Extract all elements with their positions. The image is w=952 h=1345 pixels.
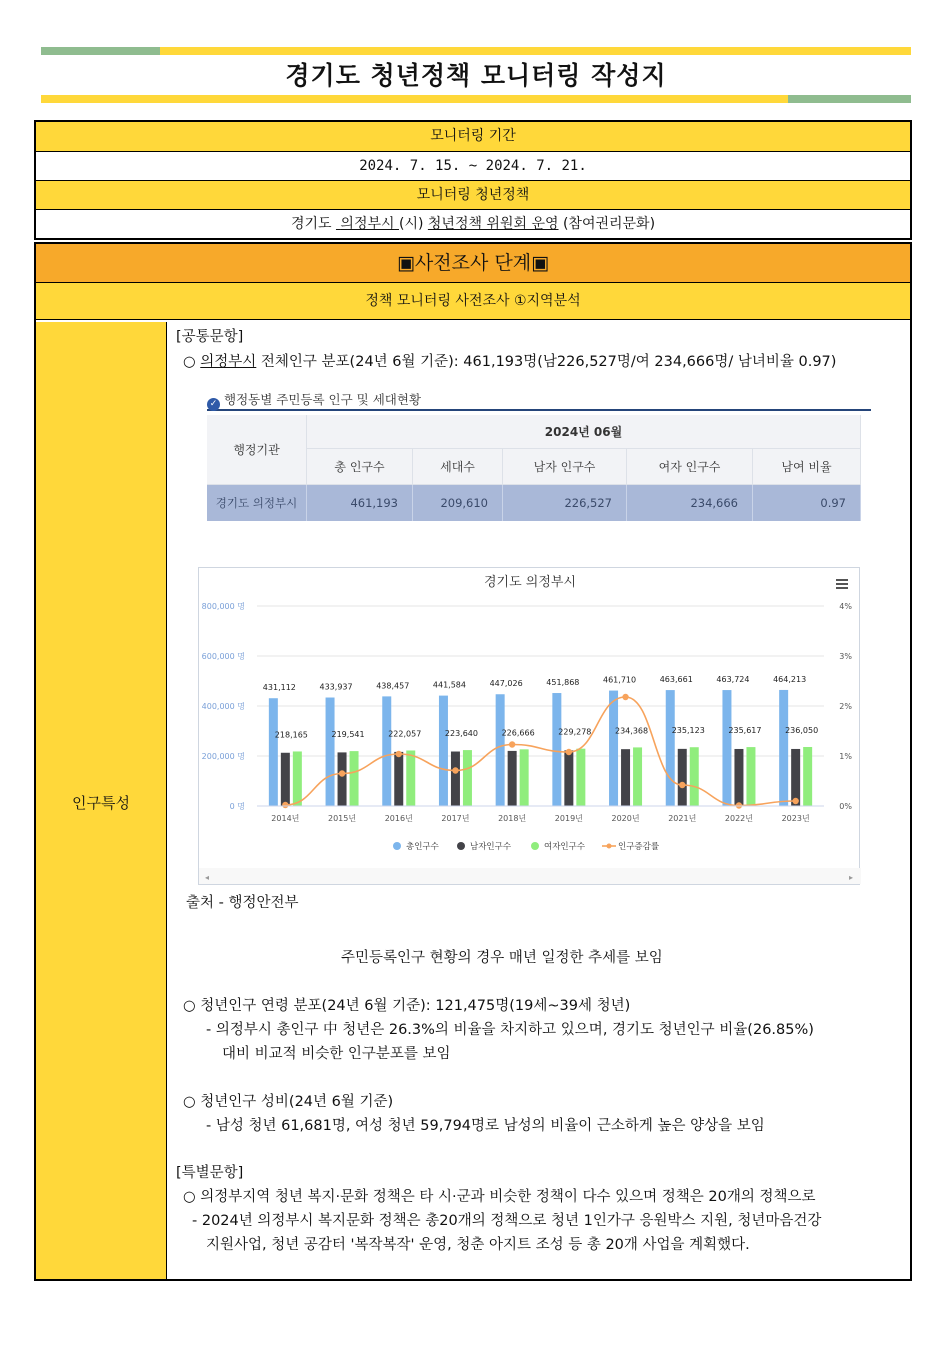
header-period: 2024년 06월 <box>307 415 861 449</box>
bar-총인구수 <box>609 691 618 806</box>
header-total: 총 인구수 <box>307 449 413 485</box>
period-label: 모니터링 기간 <box>36 122 910 151</box>
population-city: 의정부시 <box>200 354 257 370</box>
line-point <box>396 751 402 757</box>
special-detail-2: 지원사업, 청년 공감터 '복작복작' 운영, 청춘 아지트 조성 등 총 20개 사업을 계획했다. <box>206 1237 750 1253</box>
line-point <box>566 749 572 755</box>
bar-남자인구수 <box>791 749 800 806</box>
bar-남자인구수 <box>734 749 743 806</box>
legend-label: 남자인구수 <box>470 842 512 852</box>
population-line: ○ 의정부시 전체인구 분포(24년 6월 기준): 461,193명(남226,527명/여 234,666명/ 남녀비율 0.97) <box>183 354 837 370</box>
bar-총인구수 <box>666 690 675 806</box>
y-left-tick: 800,000 명 <box>201 602 245 611</box>
bar-남자인구수 <box>281 753 290 806</box>
x-tick-label: 2019년 <box>554 814 583 823</box>
data-label-female: 235,123 <box>671 726 705 736</box>
legend-label: 인구증감률 <box>618 842 660 852</box>
cell-households: 209,610 <box>413 485 503 521</box>
youth-age-detail-1: - 의정부시 총인구 中 청년은 26.3%의 비율을 차지하고 있으며, 경기도 청년인구 비율(26.85%) <box>206 1022 814 1038</box>
population-chart <box>198 567 860 885</box>
data-label-female: 236,050 <box>785 725 819 735</box>
header-ratio: 남여 비율 <box>753 449 861 485</box>
row-label-cell <box>36 322 167 1279</box>
chart-title: 경기도 의정부시 <box>483 575 577 590</box>
stage-title: ▣사전조사 단계▣ <box>36 244 910 283</box>
cell-male: 226,527 <box>503 485 627 521</box>
policy-city-suffix: (시) <box>398 216 424 232</box>
x-tick-label: 2016년 <box>384 814 413 823</box>
data-label-female: 219,541 <box>331 730 365 740</box>
header-female: 여자 인구수 <box>627 449 753 485</box>
bar-남자인구수 <box>678 749 687 806</box>
bar-여자인구수 <box>746 747 755 806</box>
title-bar-top-green <box>41 47 160 55</box>
header-male: 남자 인구수 <box>503 449 627 485</box>
check-circle-icon: ✓ <box>207 398 220 411</box>
x-tick-label: 2022년 <box>724 814 753 823</box>
special-title: ○ 의정부지역 청년 복지·문화 정책은 타 시·군과 비슷한 정책이 다수 있으며 정책은 20개의 정책으로 <box>183 1189 816 1205</box>
data-label-total: 447,026 <box>489 679 523 689</box>
data-label-female: 226,666 <box>501 728 535 738</box>
bar-총인구수 <box>439 696 448 806</box>
legend-marker <box>531 842 539 850</box>
y-left-tick: 0 명 <box>229 802 245 811</box>
bar-여자인구수 <box>293 751 302 806</box>
cell-ratio: 0.97 <box>753 485 861 521</box>
source-note: 출처 - 행정안전부 <box>186 895 299 911</box>
data-label-female: 218,165 <box>274 730 308 740</box>
data-label-total: 464,213 <box>773 674 807 684</box>
y-right-tick: 3% <box>839 652 852 661</box>
legend-marker <box>393 842 401 850</box>
bar-남자인구수 <box>508 751 517 806</box>
x-tick-label: 2023년 <box>781 814 810 823</box>
cell-total: 461,193 <box>307 485 413 521</box>
row-label: 인구특성 <box>72 794 130 812</box>
title-bar-bottom-green <box>788 95 911 103</box>
bar-총인구수 <box>326 698 335 806</box>
title-bar-top-yellow <box>160 47 911 55</box>
data-label-total: 463,724 <box>716 675 750 685</box>
youth-sex-title: ○ 청년인구 성비(24년 6월 기준) <box>183 1094 394 1110</box>
youth-age-detail-2: 대비 비교적 비슷한 인구분포를 보임 <box>222 1046 451 1062</box>
page-title: 경기도 청년정책 모니터링 작성지 <box>285 61 667 90</box>
cell-org: 경기도 의정부시 <box>207 485 307 521</box>
scroll-left-icon: ◂ <box>205 873 210 882</box>
header-households: 세대수 <box>413 449 503 485</box>
summary-text: 주민등록인구 현황의 경우 매년 일정한 추세를 보임 <box>341 950 663 966</box>
y-left-tick: 200,000 명 <box>201 752 245 761</box>
bar-남자인구수 <box>338 752 347 806</box>
common-header: [공통문항] <box>176 329 244 345</box>
table-caption: ✓ 행정동별 주민등록 인구 및 세대현황 <box>207 389 871 411</box>
policy-prefix: 경기도 <box>290 216 336 232</box>
data-label-female: 234,368 <box>615 726 649 736</box>
line-point <box>282 802 288 808</box>
cell-female: 234,666 <box>627 485 753 521</box>
population-grid <box>207 411 871 521</box>
content-cell <box>168 322 910 1279</box>
data-label-total: 461,710 <box>603 675 637 685</box>
menu-icon <box>836 583 848 585</box>
line-인구증감률 <box>285 697 795 806</box>
bar-여자인구수 <box>463 750 472 806</box>
scrollbar-track <box>199 868 861 884</box>
bar-총인구수 <box>722 690 731 806</box>
y-right-tick: 1% <box>839 752 852 761</box>
policy-label: 모니터링 청년정책 <box>36 180 910 209</box>
line-point <box>679 782 685 788</box>
x-tick-label: 2020년 <box>611 814 640 823</box>
data-label-female: 235,617 <box>728 726 762 736</box>
policy-value <box>36 209 910 238</box>
data-label-total: 433,937 <box>319 682 353 692</box>
bar-여자인구수 <box>520 749 529 806</box>
line-point <box>792 798 798 804</box>
policy-category: (참여권리문화) <box>562 216 656 232</box>
period-value: 2024. 7. 15. ~ 2024. 7. 21. <box>36 151 910 180</box>
monitoring-info-table <box>34 120 912 240</box>
y-left-tick: 600,000 명 <box>201 652 245 661</box>
policy-name: 청년정책 위원회 운영 <box>427 216 559 232</box>
bar-여자인구수 <box>690 747 699 806</box>
bar-남자인구수 <box>564 750 573 806</box>
line-point <box>452 767 458 773</box>
data-label-female: 229,278 <box>558 727 592 737</box>
y-right-tick: 2% <box>839 702 852 711</box>
bar-여자인구수 <box>350 751 359 806</box>
bar-총인구수 <box>269 698 278 806</box>
bar-남자인구수 <box>394 752 403 806</box>
line-point <box>339 770 345 776</box>
bar-남자인구수 <box>621 749 630 806</box>
line-point <box>509 741 515 747</box>
bar-여자인구수 <box>406 750 415 806</box>
bar-여자인구수 <box>633 747 642 806</box>
special-header: [특별문항] <box>176 1165 244 1181</box>
policy-city: 의정부시 <box>340 216 395 232</box>
x-tick-label: 2021년 <box>668 814 697 823</box>
bar-여자인구수 <box>803 747 812 806</box>
y-left-tick: 400,000 명 <box>201 702 245 711</box>
bar-총인구수 <box>382 696 391 806</box>
bar-남자인구수 <box>451 752 460 806</box>
data-label-total: 441,584 <box>432 680 466 690</box>
legend-marker <box>607 844 612 849</box>
data-label-total: 463,661 <box>659 675 693 685</box>
line-point <box>622 694 628 700</box>
title-bar-bottom-yellow <box>41 95 788 103</box>
bar-총인구수 <box>496 694 505 806</box>
y-right-tick: 0% <box>839 802 852 811</box>
bar-여자인구수 <box>576 749 585 806</box>
scroll-right-icon: ▸ <box>849 873 854 882</box>
data-label-female: 222,057 <box>388 729 422 739</box>
menu-icon <box>836 587 848 589</box>
x-tick-label: 2018년 <box>498 814 527 823</box>
youth-age-title: ○ 청년인구 연령 분포(24년 6월 기준): 121,475명(19세~39세 청년) <box>183 998 631 1014</box>
x-tick-label: 2015년 <box>328 814 357 823</box>
data-label-total: 438,457 <box>376 681 410 691</box>
header-org: 행정기관 <box>207 415 307 485</box>
pre-survey-table <box>34 242 912 1281</box>
youth-sex-detail: - 남성 청년 61,681명, 여성 청년 59,794명로 남성의 비율이 근소하게 높은 양상을 보임 <box>206 1118 765 1134</box>
data-label-total: 451,868 <box>546 678 580 688</box>
legend-label: 총인구수 <box>406 842 439 852</box>
x-tick-label: 2017년 <box>441 814 470 823</box>
stage-subtitle: 정책 모니터링 사전조사 ①지역분석 <box>36 283 910 320</box>
y-right-tick: 4% <box>839 602 852 611</box>
population-table-image <box>207 389 871 521</box>
data-label-total: 431,112 <box>262 683 296 693</box>
x-tick-label: 2014년 <box>271 814 300 823</box>
legend-marker <box>457 842 465 850</box>
bar-총인구수 <box>779 690 788 806</box>
bar-총인구수 <box>552 693 561 806</box>
legend-label: 여자인구수 <box>544 842 586 852</box>
data-label-female: 223,640 <box>444 729 478 739</box>
special-detail-1: - 2024년 의정부시 복지문화 정책은 총20개의 정책으로 청년 1인가구 응원박스 지원, 청년마음건강 <box>192 1213 822 1229</box>
population-chart-svg <box>199 568 861 886</box>
menu-icon <box>836 579 848 581</box>
